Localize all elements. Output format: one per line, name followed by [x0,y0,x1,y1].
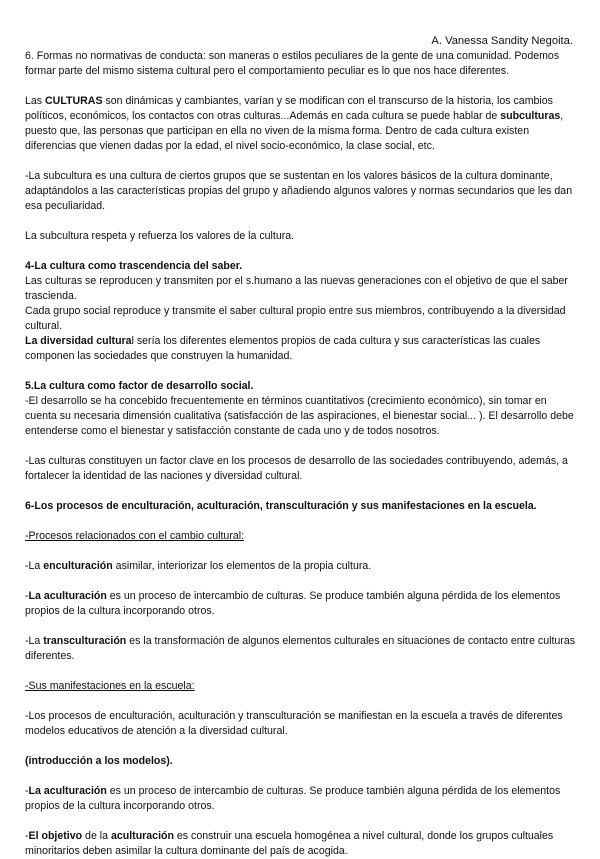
section-5-line-1: -El desarrollo se ha concebido frecuentemente en términos cuantitativos (crecimiento económico), sin tomar en cuenta su necesaria dimensión cualitativa (satisfacción de las aspiraciones, el bienestar social... ). El desarrollo debe entenderse como el bienestar y satisfacción constante de cada uno y de todos nosotros. [25,395,574,437]
section-6-subheading-manifestaciones: -Sus manifestaciones en la escuela: [25,680,195,692]
section-6-subheading-procesos: -Procesos relacionados con el cambio cultural: [25,530,245,542]
manifestaciones-paragraph: -Los procesos de enculturación, aculturación y transculturación se manifiestan en la escuela a través de diferentes modelos educativos de atención a la diversidad cultural. [25,710,563,737]
section-6-heading: 6-Los procesos de enculturación, aculturación, transculturación y sus manifestaciones en la escuela. [25,500,537,512]
transculturacion-paragraph: -La transculturación es la transformación de algunos elementos culturales en situaciones de contacto entre culturas diferentes. [25,635,576,662]
intro-modelos-heading: (introducción a los modelos). [25,755,173,767]
section-4-heading: 4-La cultura como trascendencia del saber. [25,260,243,272]
objetivo-aculturacion-paragraph: -El objetivo de la aculturación es construir una escuela homogénea a nivel cultural, donde los grupos cultuales minoritarios deben asimilar la cultura dominante del país de acogida. [25,830,554,857]
enculturacion-paragraph: -La enculturación asimilar, interiorizar los elementos de la propia cultura. [25,560,372,572]
author-name: A. Vanessa Sandity Negoita. [431,35,573,47]
paragraph-subcultura: -La subcultura es una cultura de ciertos grupos que se sustentan en los valores básicos de la cultura dominante, adaptándolos a las características propias del grupo y añadiendo algunos valores y normas secundarios que les dan esa peculiaridad. [25,170,573,212]
section-5-line-2: -Las culturas constituyen un factor clave en los procesos de desarrollo de las sociedades contribuyendo, además, a fortalecer la identidad de las naciones y diversidad cultural. [25,455,568,482]
paragraph-culturas: Las CULTURAS son dinámicas y cambiantes, varían y se modifican con el transcurso de la historia, los cambios políticos, económicos, los contactos con otras culturas...Además en cada cultura se puede hablar de subculturas, puesto que, las personas que participan en ella no viven de la misma forma. Dentro de cada cultura existen diferencias que vienen dadas por la edad, el nivel socio-económico, la clase social, etc. [25,95,564,152]
section-5-heading: 5.La cultura como factor de desarrollo social. [25,380,254,392]
section-4-line-2: Cada grupo social reproduce y transmite el saber cultural propio entre sus miembros, contribuyendo a la diversidad cultural. [25,305,566,332]
aculturacion-paragraph: -La aculturación es un proceso de intercambio de culturas. Se produce también alguna pérdida de los elementos propios de la cultura incorporando otros. [25,590,561,617]
section-4-line-3: La diversidad cultural sería los diferentes elementos propios de cada cultura y sus características las cuales componen las sociedades que construyen la humanidad. [25,335,541,362]
document-body [25,49,580,859]
section-4-line-1: Las culturas se reproducen y transmiten por el s.humano a las nuevas generaciones con el objetivo de que el saber trascienda. [25,275,568,302]
aculturacion-paragraph-2: -La aculturación es un proceso de intercambio de culturas. Se produce también alguna pérdida de los elementos propios de la cultura incorporando otros. [25,785,561,812]
paragraph-formas-no-normativas: 6. Formas no normativas de conducta: son maneras o estilos peculiares de la gente de una comunidad. Podemos formar parte del mismo sistema cultural pero el comportamiento peculiar es lo que nos hace diferentes. [25,50,560,77]
paragraph-subcultura-respeta: La subcultura respeta y refuerza los valores de la cultura. [25,230,295,242]
